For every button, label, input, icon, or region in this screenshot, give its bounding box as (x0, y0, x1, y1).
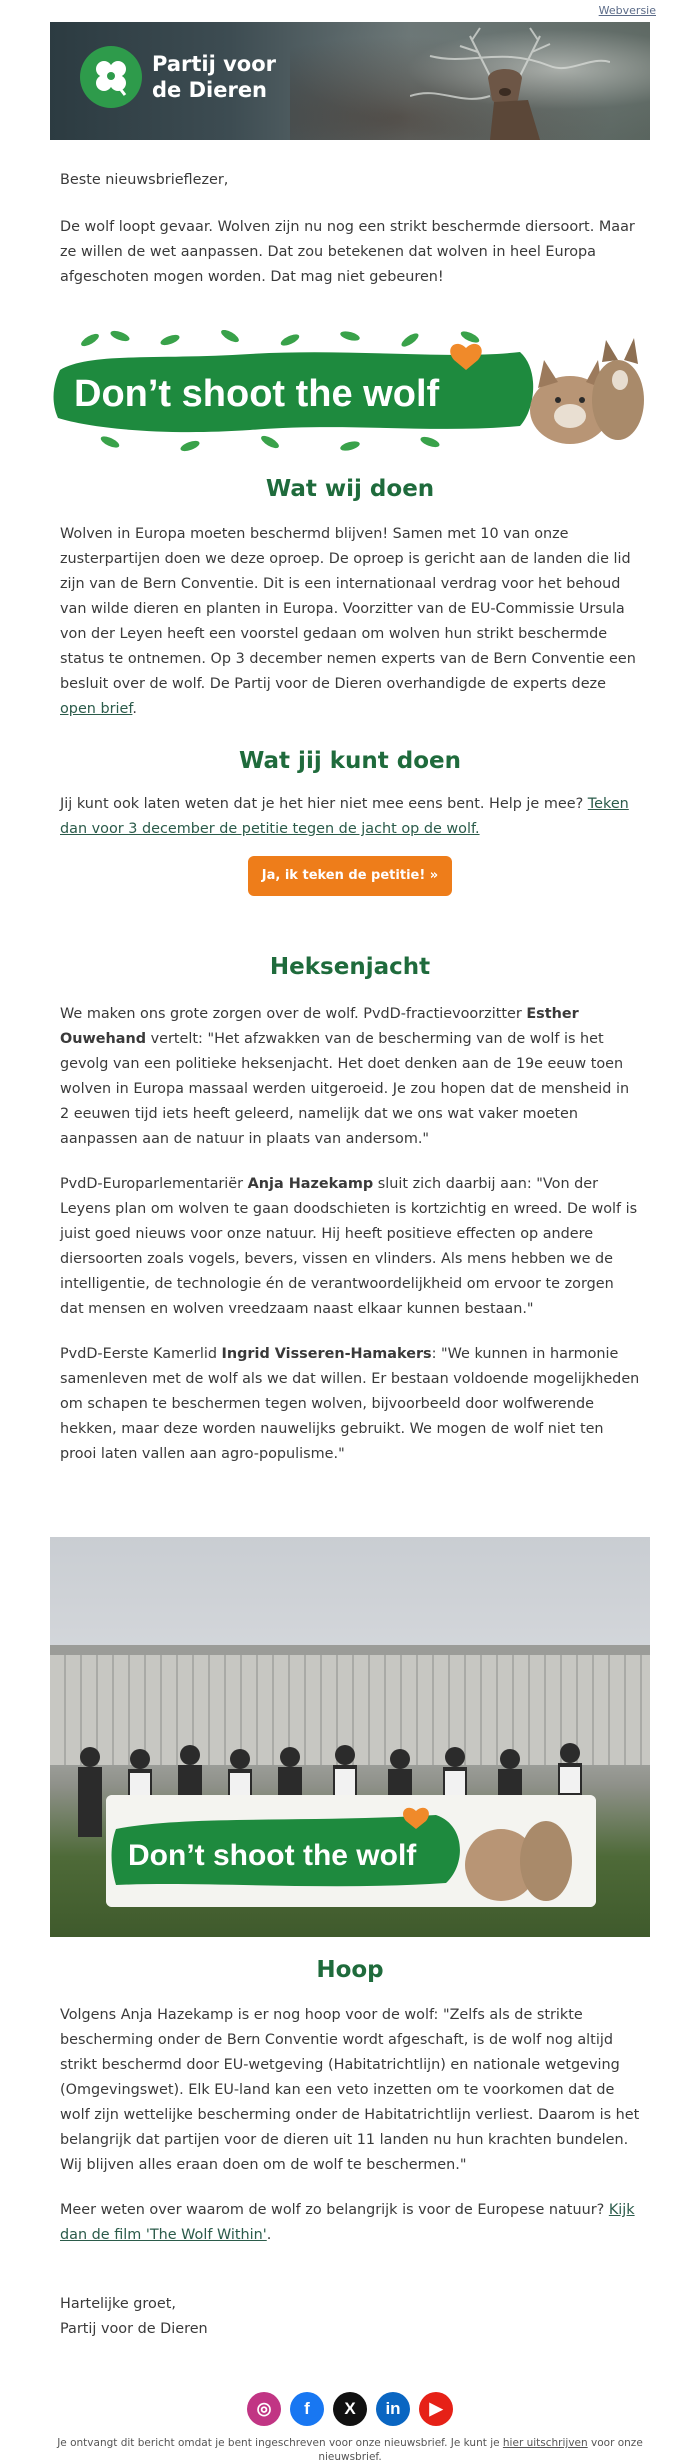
wat-wij-doen-text (60, 522, 640, 722)
photo-protest-banner (106, 1795, 596, 1907)
heksenjacht-quote-visseren (60, 1342, 640, 1467)
wat-jij-kunt-doen-text (60, 792, 640, 842)
top-bar (0, 0, 700, 22)
wat-wij-doen-section (50, 476, 650, 1467)
body-content (50, 168, 650, 290)
clover-icon (80, 46, 142, 108)
hoop-film-pre: Meer weten over waarom de wolf zo belangrijk is voor de Europese natuur? (60, 2202, 609, 2218)
photo-banner-text: Don’t shoot the wolf (128, 1839, 417, 1872)
quote-ouwehand-pre: We maken ons grote zorgen over de wolf. PvdD-fractievoorzitter (60, 1006, 527, 1022)
section-title-heksenjacht: Heksenjacht (269, 954, 431, 980)
party-logo[interactable] (80, 46, 276, 108)
logo-line-2: de Dieren (152, 78, 268, 102)
name-hazekamp: Anja Hazekamp (247, 1176, 374, 1192)
name-visseren: Ingrid Visseren-Hamakers (221, 1346, 432, 1362)
hoop-section (50, 1957, 650, 2342)
instagram-icon[interactable] (247, 2392, 281, 2426)
hoop-film-end: . (266, 2227, 272, 2243)
wat-jij-kunt-doen-body: Jij kunt ook laten weten dat je het hier niet mee eens bent. Help je mee? (60, 796, 588, 812)
linkedin-glyph: in (385, 2399, 401, 2418)
social-links (50, 2392, 650, 2426)
greeting: Beste nieuwsbrieflezer, (60, 172, 229, 188)
footer-text-pre: Je ontvangt dit bericht omdat je bent ingeschreven voor onze nieuwsbrief. Je kunt je (57, 2437, 503, 2449)
newsletter (50, 22, 650, 2464)
group-photo (50, 1537, 650, 1937)
footer (50, 2436, 650, 2464)
quote-hazekamp-post: sluit zich daarbij aan: "Von der Leyens plan om wolven te gaan doodschieten is kortzichtig en wreed. De wolf is juist goed nieuws voor onze natuur. Hij heeft positieve effecten op andere diersoorten zoals vogels, bevers, vissen en vlinders. Als mens hebben we de intelligentie, de technologie én de verantwoordelijkheid om ervoor te zorgen dat mensen en wolven vreedzaam naast elkaar kunnen bestaan." (60, 1176, 638, 1317)
wat-wij-doen-end: . (132, 701, 137, 717)
x-icon[interactable] (333, 2392, 367, 2426)
deer-illustration (410, 26, 610, 140)
wolf-pups-illustration (530, 338, 644, 444)
heksenjacht-quote-hazekamp (60, 1172, 640, 1322)
dont-shoot-banner (50, 330, 650, 452)
facebook-icon[interactable] (290, 2392, 324, 2426)
section-title-wat-wij-doen: Wat wij doen (265, 476, 435, 502)
wolf-within-film-link[interactable]: Kijk dan de film 'The Wolf Within' (60, 2202, 635, 2243)
logo-line-1: Partij voor (152, 52, 277, 76)
petition-link[interactable]: Teken dan voor 3 december de petitie tegen de jacht op de wolf. (60, 796, 629, 837)
intro-paragraph: De wolf loopt gevaar. Wolven zijn nu nog een strikt beschermde diersoort. Maar ze willen de wet aanpassen. Dat zou betekenen dat wolven in heel Europa afgeschoten mogen worden. Dat mag niet gebeuren! (60, 219, 635, 285)
signoff-sender: Partij voor de Dieren (60, 2321, 208, 2337)
quote-visseren-pre: PvdD-Eerste Kamerlid (60, 1346, 222, 1362)
section-title-wat-jij-kunt-doen: Wat jij kunt doen (238, 748, 461, 774)
banner-text: Don’t shoot the wolf (74, 373, 440, 415)
section-title-hoop: Hoop (316, 1957, 384, 1983)
unsubscribe-link[interactable]: hier uitschrijven (502, 2437, 588, 2449)
quote-visseren-post: : "We kunnen in harmonie samenleven met de wolf als we dat willen. Er bestaan voldoende mogelijkheden om schapen te beschermen tegen wolven, bijvoorbeeld door wolfwerende hekken, maar deze worden nauwelijks gebruikt. We mogen de wolf niet ten prooi laten vallen aan agro-populisme." (60, 1346, 640, 1462)
quote-hazekamp-pre: PvdD-Europarlementariër (60, 1176, 248, 1192)
signoff-greeting: Hartelijke groet, (60, 2296, 176, 2312)
web-version-link[interactable]: Webversie (598, 4, 656, 17)
footer-text-post: voor onze nieuwsbrief. (318, 2437, 643, 2463)
quote-ouwehand-post: vertelt: "Het afzwakken van de bescherming van de wolf is het gevolg van een politieke heksenjacht. Het doet denken aan de 19e eeuw toen wolven in Europa massaal werden uitgeroeid. Je zou hopen dat de mensheid in 2 eeuwen tijd iets heeft geleerd, namelijk dat we ons wat vaker moeten aanpassen aan de natuur in plaats van andersom." (60, 1031, 630, 1147)
youtube-glyph: ▶ (429, 2399, 443, 2418)
youtube-icon[interactable] (419, 2392, 453, 2426)
facebook-glyph: f (304, 2399, 310, 2418)
linkedin-icon[interactable] (376, 2392, 410, 2426)
sign-petition-button[interactable]: Ja, ik teken de petitie! » (248, 856, 452, 896)
hoop-film-text (60, 2198, 640, 2248)
heksenjacht-quote-ouwehand (60, 1002, 640, 1152)
name-ouwehand: Esther Ouwehand (60, 1006, 579, 1047)
wat-wij-doen-body: Wolven in Europa moeten beschermd blijven! Samen met 10 van onze zusterpartijen doen we deze oproep. De oproep is gericht aan de landen die lid zijn van de Bern Conventie. Dit is een internationaal verdrag voor het behoud van wilde dieren en planten in Europa. Voorzitter van de EU-Commissie Ursula von der Leyen heeft een voorstel gedaan om wolven hun strikt beschermde status te ontnemen. Op 3 december nemen experts van de Bern Conventie een besluit over de wolf. De Partij voor de Dieren overhandigde de experts deze (60, 526, 636, 692)
instagram-glyph: ◎ (256, 2399, 272, 2418)
x-glyph: X (344, 2399, 356, 2418)
open-letter-link[interactable]: open brief (60, 701, 133, 717)
header-banner (50, 22, 650, 140)
cta-wrapper (60, 856, 640, 896)
hoop-quote: Volgens Anja Hazekamp is er nog hoop voor de wolf: "Zelfs als de strikte bescherming onder de Bern Conventie wordt afgeschaft, is de wolf nog altijd strikt beschermd door EU-wetgeving (Habitatrichtlijn) en nationale wetgeving (Omgevingswet). Elk EU-land kan een veto inzetten om te voorkomen dat de wolf zijn wettelijke bescherming onder de Habitatrichtlijn verliest. Daarom is het belangrijk dat partijen voor de dieren uit 11 landen nu hun krachten bundelen. Wij blijven alles eraan doen om de wolf te beschermen." (60, 2007, 640, 2173)
logo-text (152, 51, 276, 103)
